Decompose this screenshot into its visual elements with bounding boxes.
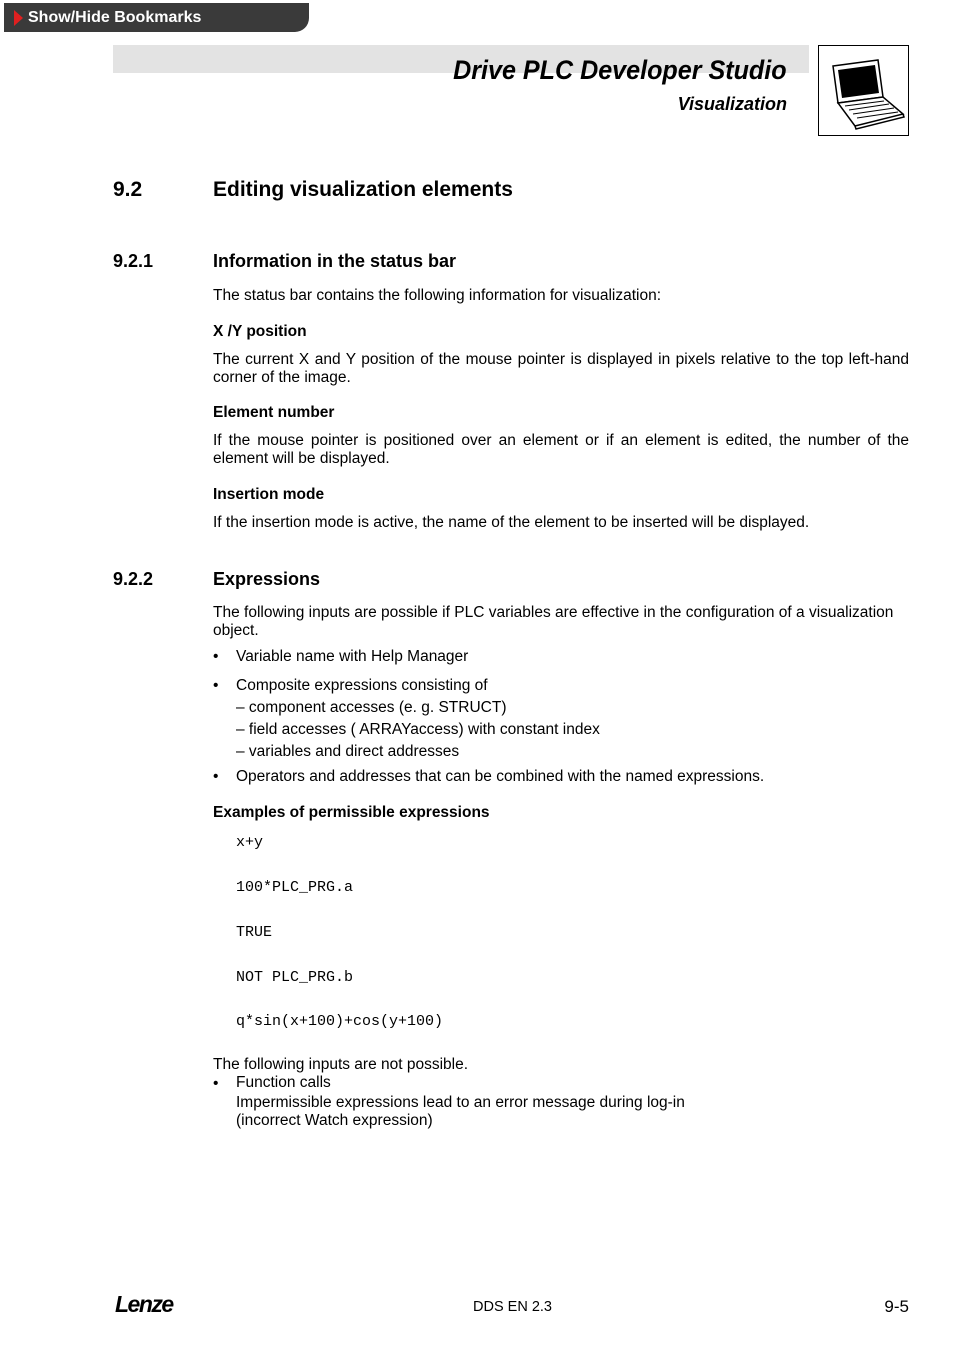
- code-example: q*sin(x+100)+cos(y+100): [236, 1013, 444, 1030]
- code-example: x+y: [236, 834, 264, 851]
- subsection1-intro: The status bar contains the following information for visualization:: [213, 287, 662, 304]
- bullet-item: [236, 646, 468, 668]
- bullet-marker: •: [213, 768, 219, 785]
- item-heading-element: Element number: [213, 404, 335, 421]
- item-heading-xy: X /Y position: [213, 323, 307, 340]
- subsection2-title: Expressions: [213, 569, 321, 589]
- bullet-item: [236, 1074, 685, 1130]
- not-possible-intro: The following inputs are not possible.: [213, 1056, 469, 1073]
- header-subtitle: Visualization: [677, 94, 787, 114]
- bullet-line: Impermissible expressions lead to an error message during log-in: [236, 1094, 685, 1111]
- bullet-marker: •: [213, 677, 219, 694]
- header-icon-box: [818, 45, 909, 136]
- bullet-line: Variable name with Help Manager: [236, 648, 469, 665]
- bullet-item: [236, 766, 764, 788]
- section-title: Editing visualization elements: [213, 178, 513, 201]
- lenze-logo: Lenze: [115, 1291, 173, 1317]
- triangle-right-icon: [14, 10, 23, 26]
- bullet-line: Composite expressions consisting of: [236, 677, 488, 694]
- bullet-line: – component accesses (e. g. STRUCT): [236, 699, 507, 716]
- bullet-line: Function calls: [236, 1074, 331, 1091]
- item-text-insertion: If the insertion mode is active, the name of the element to be inserted will be displayed.: [213, 514, 810, 531]
- bullet-marker: •: [213, 648, 219, 665]
- item-text-xy: The current X and Y position of the mouse pointer is displayed in pixels relative to the top left-hand corner of the image.: [213, 351, 909, 386]
- item-heading-insertion: Insertion mode: [213, 486, 325, 503]
- subsection1-number: 9.2.1: [113, 251, 154, 271]
- show-hide-bookmarks-button[interactable]: [4, 3, 309, 32]
- code-example: TRUE: [236, 924, 273, 941]
- subsection2-intro: The following inputs are possible if PLC variables are effective in the configuration of a visualization object.: [213, 604, 894, 639]
- bullet-item: [236, 675, 600, 763]
- bullet-marker: •: [213, 1075, 219, 1092]
- page-number: 9-5: [884, 1297, 909, 1316]
- section-number: 9.2: [113, 178, 143, 201]
- subsection1-title: Information in the status bar: [213, 251, 457, 271]
- bullet-line: Operators and addresses that can be combined with the named expressions.: [236, 768, 765, 785]
- bookmarks-label: Show/Hide Bookmarks: [28, 8, 202, 26]
- footer-doc-id: DDS EN 2.3: [473, 1299, 552, 1315]
- code-example: NOT PLC_PRG.b: [236, 969, 354, 986]
- header-title: Drive PLC Developer Studio: [453, 55, 787, 85]
- laptop-icon: [819, 46, 908, 135]
- bullet-line: – field accesses ( ARRAYaccess) with constant index: [236, 721, 600, 738]
- bullet-line: (incorrect Watch expression): [236, 1112, 433, 1129]
- item-text-element: If the mouse pointer is positioned over an element or if an element is edited, the number of the element will be displayed.: [213, 432, 909, 467]
- bullet-line: – variables and direct addresses: [236, 743, 460, 760]
- code-example: 100*PLC_PRG.a: [236, 879, 354, 896]
- examples-heading: Examples of permissible expressions: [213, 804, 490, 821]
- subsection2-number: 9.2.2: [113, 569, 154, 589]
